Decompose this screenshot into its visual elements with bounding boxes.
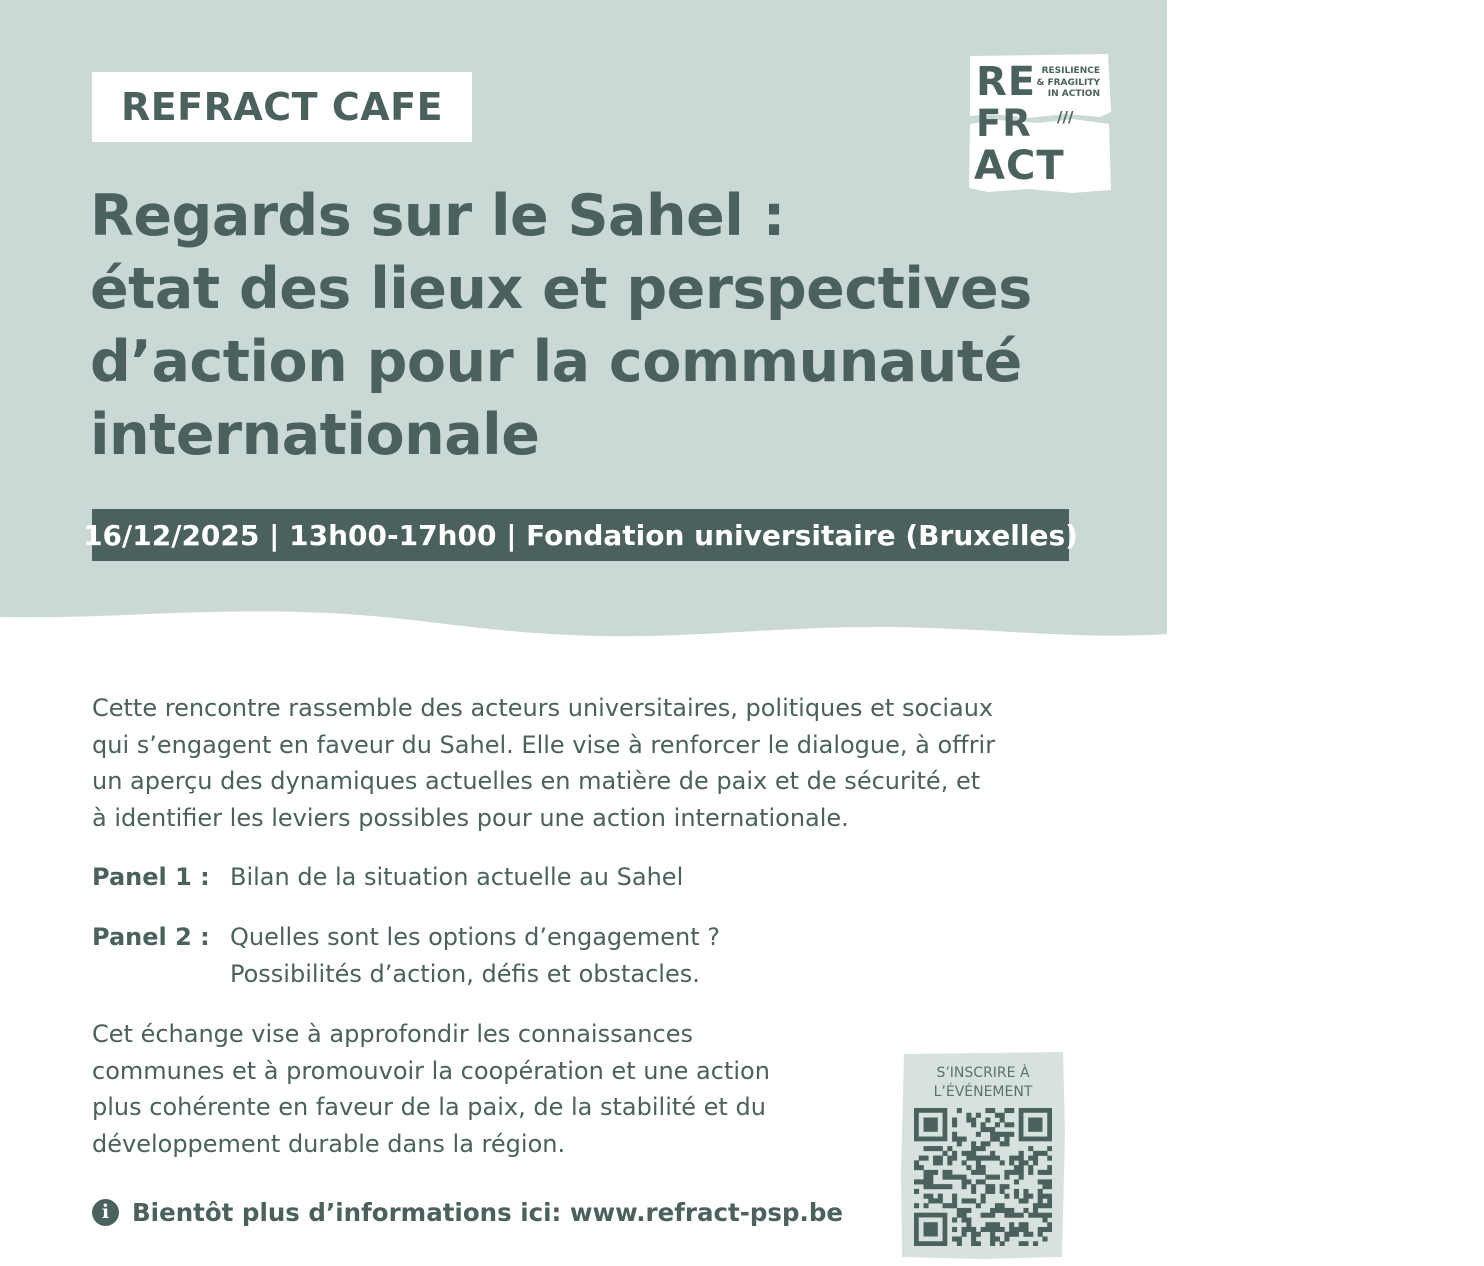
logo-text: RE (976, 59, 1037, 105)
text-line: à identifier les leviers possibles pour une action internationale. (92, 803, 849, 832)
panel-label: Panel 1 : (92, 863, 210, 891)
registration-qr-code[interactable] (914, 1108, 1052, 1246)
more-info-text: Bientôt plus d’informations ici: www.refract-psp.be (132, 1197, 844, 1227)
title-line: état des lieux et perspectives (90, 256, 1032, 322)
event-series-tag: REFRACT CAFE (92, 72, 472, 142)
title-line: d’action pour la communauté (90, 329, 1022, 395)
text-line: un aperçu des dynamiques actuelles en matière de paix et de sécurité, et (92, 767, 981, 795)
logo-mark: /// (1057, 108, 1074, 126)
text-line: développement durable dans la région. (92, 1129, 566, 1158)
panel-label: Panel 2 : (92, 923, 210, 951)
title-line: internationale (90, 402, 540, 468)
logo-text: ACT (974, 143, 1065, 189)
intro-paragraph (92, 690, 1092, 836)
panel-description: Bilan de la situation actuelle au Sahel (230, 863, 684, 891)
text-line: communes et à promouvoir la coopération et une action (92, 1056, 770, 1085)
registration-label: S’INSCRIRE À L’ÉVÉNEMENT (933, 1065, 1033, 1100)
text-line: plus cohérente en faveur de la paix, de la stabilité et du (92, 1093, 766, 1121)
title-line: Regards sur le Sahel : (90, 183, 785, 249)
text-line: Cette rencontre rassemble des acteurs universitaires, politiques et sociaux (92, 694, 994, 722)
event-date-location-bar: 16/12/2025 | 13h00-17h00 | Fondation universitaire (Bruxelles) (92, 509, 1069, 561)
more-info-link[interactable] (92, 1194, 843, 1230)
logo-tagline: RESILIENCE & FRAGILITY IN ACTION (1036, 66, 1100, 99)
text-line: Cet échange vise à approfondir les connaissances (92, 1020, 693, 1048)
logo-text: FR (976, 102, 1032, 145)
info-icon: i (92, 1199, 119, 1226)
panel-description: Quelles sont les options d’engagement ? Possibilités d’action, défis et obstacles. (230, 923, 721, 988)
text-line: qui s’engagent en faveur du Sahel. Elle vise à renforcer le dialogue, à offrir (92, 730, 996, 759)
event-title (90, 180, 1090, 472)
closing-paragraph (92, 1016, 882, 1162)
refract-logo (968, 52, 1112, 194)
